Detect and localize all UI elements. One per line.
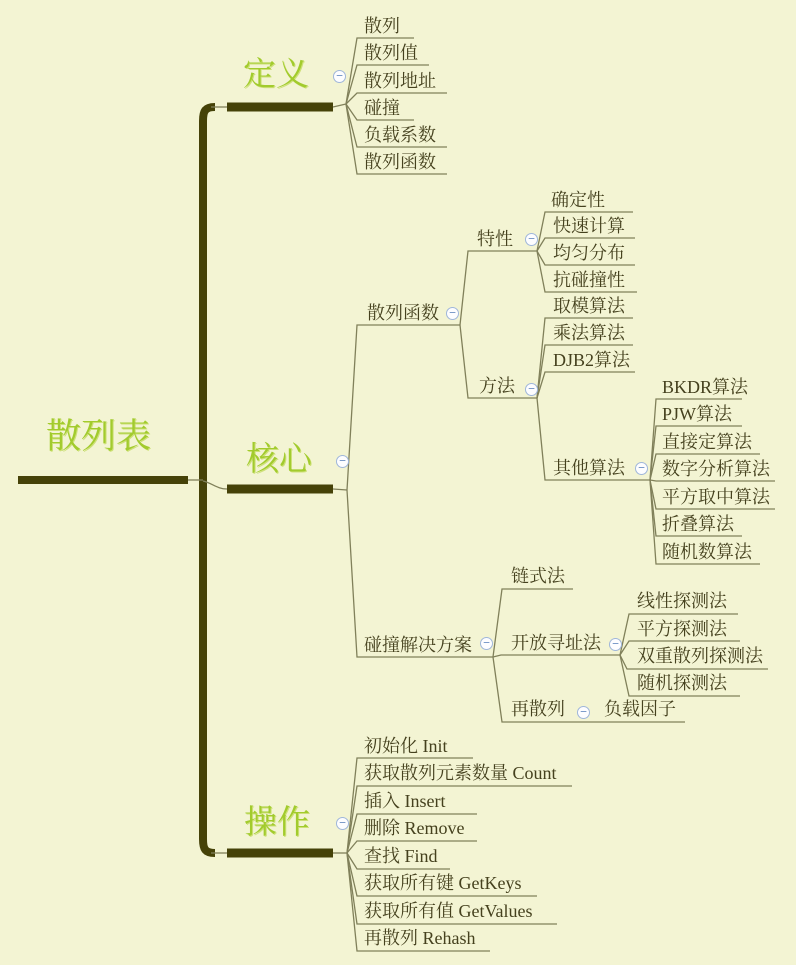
node-determinism[interactable]: 确定性	[551, 190, 605, 210]
collapse-icon-methods[interactable]	[525, 383, 538, 396]
collapse-icon-operations[interactable]	[336, 817, 349, 830]
node-collision-resolution[interactable]: 碰撞解决方案	[364, 635, 472, 655]
node-load-factor[interactable]: 负载因子	[604, 699, 676, 719]
minus-icon: −	[528, 382, 535, 395]
node-init[interactable]: 初始化 Init	[364, 736, 448, 756]
node-hash[interactable]: 散列	[364, 16, 400, 36]
node-rehash-op[interactable]: 再散列 Rehash	[364, 928, 476, 948]
node-digit-analysis-algorithm[interactable]: 数字分析算法	[662, 459, 770, 479]
node-collision[interactable]: 碰撞	[364, 98, 400, 118]
minus-icon: −	[449, 306, 456, 319]
node-remove[interactable]: 删除 Remove	[364, 818, 465, 838]
node-mid-square-algorithm[interactable]: 平方取中算法	[662, 487, 770, 507]
minus-icon: −	[528, 232, 535, 245]
node-hash-value[interactable]: 散列值	[364, 43, 418, 63]
collapse-icon-core[interactable]	[336, 455, 349, 468]
node-double-hashing-probing[interactable]: 双重散列探测法	[637, 646, 763, 666]
node-getvalues[interactable]: 获取所有值 GetValues	[364, 901, 533, 921]
node-pjw-algorithm[interactable]: PJW算法	[662, 404, 733, 424]
node-modulo-algorithm[interactable]: 取模算法	[553, 296, 625, 316]
collapse-icon-rehash[interactable]	[577, 706, 590, 719]
collapse-icon-definition[interactable]	[333, 70, 346, 83]
minus-icon: −	[483, 636, 490, 649]
branch-definition[interactable]: 定义	[243, 57, 309, 93]
node-chaining[interactable]: 链式法	[511, 566, 565, 586]
node-insert[interactable]: 插入 Insert	[364, 791, 446, 811]
node-linear-probing[interactable]: 线性探测法	[637, 591, 727, 611]
node-load-coefficient[interactable]: 负载系数	[364, 125, 436, 145]
node-multiplication-algorithm[interactable]: 乘法算法	[553, 323, 625, 343]
node-random-number-algorithm[interactable]: 随机数算法	[662, 542, 752, 562]
collapse-icon-open-addressing[interactable]	[609, 638, 622, 651]
node-getkeys[interactable]: 获取所有键 GetKeys	[364, 873, 522, 893]
collapse-icon-hash-function[interactable]	[446, 307, 459, 320]
collapse-icon-collision-resolution[interactable]	[480, 637, 493, 650]
node-other-algorithms[interactable]: 其他算法	[553, 458, 625, 478]
branch-operations[interactable]: 操作	[244, 805, 310, 841]
node-root[interactable]: 散列表	[46, 417, 152, 456]
node-hash-function[interactable]: 散列函数	[364, 152, 436, 172]
node-fast-computation[interactable]: 快速计算	[553, 216, 625, 236]
node-folding-algorithm[interactable]: 折叠算法	[662, 514, 734, 534]
node-bkdr-algorithm[interactable]: BKDR算法	[662, 377, 749, 397]
node-random-probing[interactable]: 随机探测法	[637, 673, 727, 693]
node-direct-addressing-algorithm[interactable]: 直接定算法	[662, 432, 752, 452]
minus-icon: −	[580, 705, 587, 718]
node-methods[interactable]: 方法	[479, 376, 515, 396]
minus-icon: −	[339, 816, 346, 829]
minus-icon: −	[612, 637, 619, 650]
minus-icon: −	[638, 461, 645, 474]
node-characteristics[interactable]: 特性	[477, 229, 513, 249]
branch-core[interactable]: 核心	[246, 442, 312, 478]
minus-icon: −	[336, 69, 343, 82]
node-quadratic-probing[interactable]: 平方探测法	[637, 619, 727, 639]
node-collision-resistance[interactable]: 抗碰撞性	[553, 270, 625, 290]
node-uniform-distribution[interactable]: 均匀分布	[553, 243, 625, 263]
node-open-addressing[interactable]: 开放寻址法	[511, 633, 601, 653]
minus-icon: −	[339, 454, 346, 467]
node-djb2-algorithm[interactable]: DJB2算法	[553, 350, 631, 370]
collapse-icon-characteristics[interactable]	[525, 233, 538, 246]
node-hash-function-topic[interactable]: 散列函数	[367, 303, 439, 323]
node-rehash[interactable]: 再散列	[511, 699, 565, 719]
node-count[interactable]: 获取散列元素数量 Count	[364, 763, 557, 783]
collapse-icon-other-algorithms[interactable]	[635, 462, 648, 475]
node-hash-address[interactable]: 散列地址	[364, 71, 436, 91]
node-find[interactable]: 查找 Find	[364, 846, 438, 866]
